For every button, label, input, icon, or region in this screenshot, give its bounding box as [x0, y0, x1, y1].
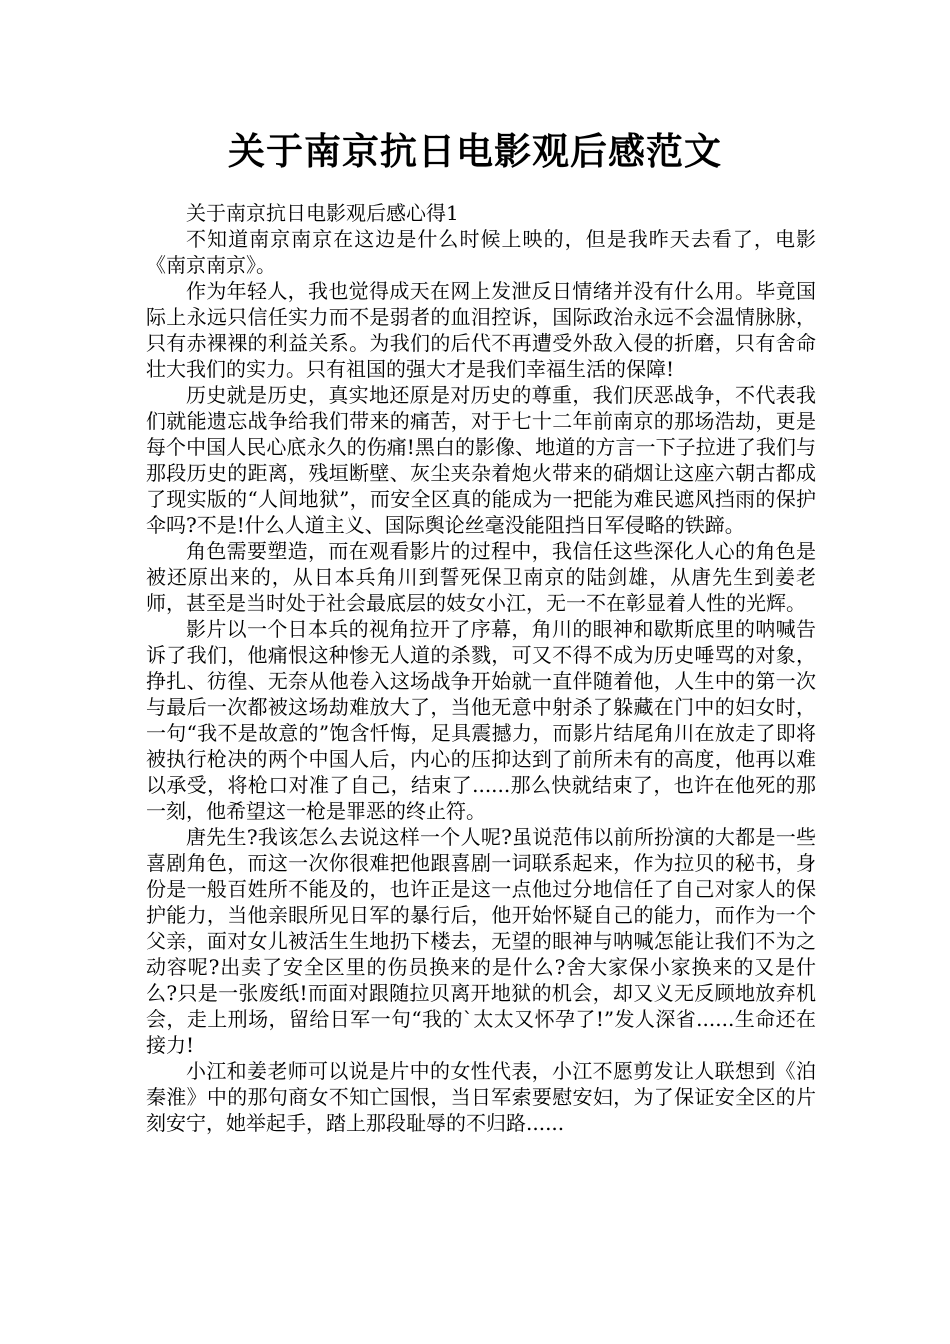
paragraph: 小江和姜老师可以说是片中的女性代表，小江不愿剪发让人联想到《泊秦淮》中的那句商女不知亡国恨，当日军索要慰安妇，为了保证安全区的片刻安宁，她举起手，踏上那段耻辱的不归路...... — [146, 1059, 816, 1135]
page-title: 关于南京抗日电影观后感范文 — [228, 130, 722, 173]
document-body — [146, 200, 816, 1136]
paragraph: 不知道南京南京在这边是什么时候上映的，但是我昨天去看了，电影《南京南京》。 — [146, 227, 816, 277]
paragraph: 角色需要塑造，而在观看影片的过程中，我信任这些深化人心的角色是被还原出来的，从日本兵角川到誓死保卫南京的陆剑雄，从唐先生到姜老师，甚至是当时处于社会最底层的妓女小江，无一不在彰显着人性的光辉。 — [146, 539, 816, 615]
paragraph: 历史就是历史，真实地还原是对历史的尊重，我们厌恶战争，不代表我们就能遗忘战争给我们带来的痛苦，对于七十二年前南京的那场浩劫，更是每个中国人民心底永久的伤痛!黑白的影像、地道的方言一下子拉进了我们与那段历史的距离，残垣断壁、灰尘夹杂着炮火带来的硝烟让这座六朝古都成了现实版的“人间地狱”，而安全区真的能成为一把能为难民遮风挡雨的保护伞吗?不是!什么人道主义、国际舆论丝毫没能阻挡日军侵略的铁蹄。 — [146, 383, 816, 537]
paragraph-subtitle: 关于南京抗日电影观后感心得1 — [186, 201, 459, 225]
paragraph: 作为年轻人，我也觉得成天在网上发泄反日情绪并没有什么用。毕竟国际上永远只信任实力而不是弱者的血泪控诉，国际政治永远不会温情脉脉，只有赤裸裸的利益关系。为我们的后代不再遭受外敌入侵的折磨，只有舍命壮大我们的实力。只有祖国的强大才是我们幸福生活的保障! — [146, 279, 816, 381]
paragraph: 影片以一个日本兵的视角拉开了序幕，角川的眼神和歇斯底里的呐喊告诉了我们，他痛恨这种惨无人道的杀戮，可又不得不成为历史唾骂的对象，挣扎、彷徨、无奈从他卷入这场战争开始就一直伴随着他，人生中的第一次与最后一次都被这场劫难放大了，当他无意中射杀了躲藏在门中的妇女时，一句“我不是故意的”饱含忏悔，足具震撼力，而影片结尾角川在放走了即将被执行枪决的两个中国人后，内心的压抑达到了前所未有的高度，他再以难以承受，将枪口对准了自己，结束了......那么快就结束了，也许在他死的那一刻，他希望这一枪是罪恶的终止符。 — [146, 617, 816, 823]
paragraph: 唐先生?我该怎么去说这样一个人呢?虽说范伟以前所扮演的大都是一些喜剧角色，而这一次你很难把他跟喜剧一词联系起来，作为拉贝的秘书，身份是一般百姓所不能及的，也许正是这一点他过分地信任了自己对家人的保护能力，当他亲眼所见日军的暴行后，他开始怀疑自己的能力，而作为一个父亲，面对女儿被活生生地扔下楼去，无望的眼神与呐喊怎能让我们不为之动容呢?出卖了安全区里的伤员换来的是什么?舍大家保小家换来的又是什么?只是一张废纸!而面对跟随拉贝离开地狱的机会，却又义无反顾地放弃机会，走上刑场，留给日军一句“我的`太太又怀孕了!”发人深省......生命还在接力! — [146, 825, 816, 1057]
